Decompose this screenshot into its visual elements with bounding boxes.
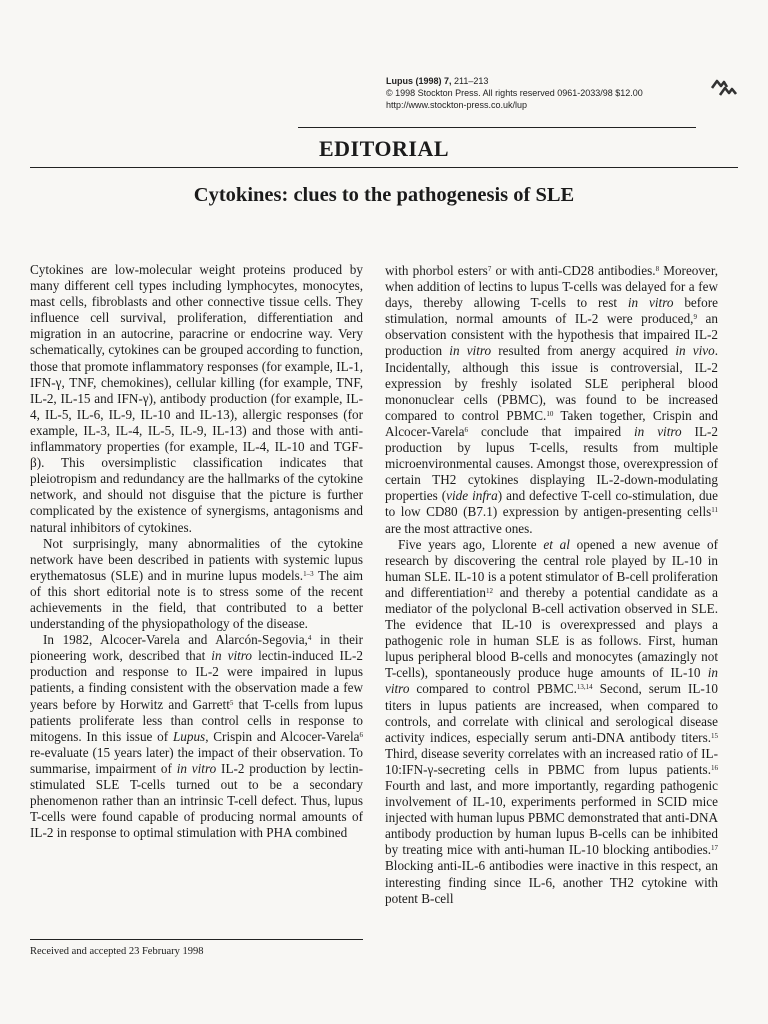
right-paragraph-2: Five years ago, Llorente et al opened a new avenue of research by discovering the central role played by IL-10 in human SLE. IL-10 is a potent stimulator of B-cell proliferation and differentiation$^{12}$ and thereby a potential candidate as a mediator of the polyclonal B-cell activation observed in SLE. The evidence that IL-10 is overexpressed and plays a pathogenic role in human SLE is as follows. First, human lupus peripheral blood B-cells and monocytes (amazingly not T-cells), spontaneously produce huge amounts of IL-10 in vitro compared to control PBMC.$^{13,14}$ Second, serum IL-10 titers in lupus patients are increased, when compared to controls, and correlate with clinical and serological disease activity indices, especially serum anti-DNA antibody titers.$^{15}$ Third, disease severity correlates with an increased ratio of IL-10:IFN-γ-secreting cells in PBMC from lupus patients.$^{16}$ Fourth and last, and more importantly, regarding pathogenic involvement of IL-10, experiments performed in SCID mice injected with human lupus PBMC demonstrated that anti-DNA antibody production by human lupus B-cells can be inhibited by treating mice with anti-human IL-10 blocking antibodies.$^{17}$ Blocking anti-IL-6 antibodies were inactive in this respect, an interesting finding since IL-6, another TH2 cytokine with potent B-cell — [385, 536, 718, 906]
citation-ref: 5 — [229, 698, 234, 707]
citation-ref: 6 — [464, 425, 469, 434]
footnote-rule — [30, 939, 363, 940]
left-paragraph-3: In 1982, Alcocer-Varela and Alarcón-Segovia,$^4$ in their pioneering work, described that in vitro lectin-induced IL-2 production and response to IL-2 were impaired in lupus patients, a finding consistent with the observation made a few years before by Horwitz and Garrett$^5$ that T-cells from lupus patients proliferate less than control cells in response to mitogens. In this issue of Lupus, Crispin and Alcocer-Varela$^6$ re-evaluate (15 years later) the impact of their observation. To summarise, impairment of in vitro IL-2 production by lectin-stimulated SLE T-cells turned out to be a secondary phenomenon rather than an intrinsic T-cell defect. Thus, lupus T-cells were found capable of producing normal amounts of IL-2 in response to optimal stimulation with PHA combined — [30, 632, 363, 841]
citation-ref: 9 — [693, 313, 697, 322]
right-column — [385, 263, 718, 907]
publisher-logo-icon — [711, 79, 737, 97]
journal-name: Lupus (1998) 7, — [386, 76, 452, 86]
citation-ref: 12 — [485, 586, 493, 595]
left-column — [30, 262, 363, 841]
left-paragraph-1: Cytokines are low-molecular weight proteins produced by many different cell types including lymphocytes, monocytes, mast cells, fibroblasts and other connective tissue cells. They influence cell survival, proliferation, differentiation and migration in an autocrine, paracrine or endocrine way. Very schematically, cytokines can be grouped according to function, those that promote inflammatory responses (for example, IL-1, IFN-γ, TNF, chemokines), cellular killing (for example, TNF, IL-2, IL-15 and IFN-γ), antibody production (for example, IL-4, IL-5, IL-6, IL-9, IL-10 and IL-13), allergic responses (for example, IL-3, IL-4, IL-5, IL-9, IL-13) and those with anti-inflammatory properties (for example, IL-4, IL-10 and TGF-β). This oversimplistic classification indicates that pleiotropism and redundancy are the hallmarks of the cytokine network, and should not disguise that the picture is further complicated by the existence of synergisms, antagonisms and natural inhibitors of cytokines. — [30, 262, 363, 535]
citation-ref: 11 — [711, 506, 718, 515]
citation-ref: 6 — [359, 730, 363, 739]
citation-ref: 15 — [711, 731, 718, 740]
article-title: Cytokines: clues to the pathogenesis of SLE — [193, 184, 575, 206]
copyright-line: © 1998 Stockton Press. All rights reserved 0961-2033/98 $12.00 — [386, 88, 643, 98]
rule-top — [298, 127, 696, 128]
journal-url[interactable]: http://www.stockton-press.co.uk/lup — [386, 100, 528, 110]
citation-ref: 8 — [655, 265, 660, 273]
citation-ref: 7 — [487, 265, 492, 273]
page-range: 211–213 — [451, 76, 489, 86]
section-title: EDITORIAL — [318, 136, 450, 161]
rule-under-section — [30, 167, 738, 168]
citation-ref: 17 — [711, 844, 718, 853]
citation-ref: 1–3 — [303, 569, 314, 578]
citation-ref: 10 — [546, 409, 554, 418]
citation-line — [386, 75, 643, 87]
left-paragraph-2: Not surprisingly, many abnormalities of the cytokine network have been described in patients with systemic lupus erythematosus (SLE) and in murine lupus models.$^{1-3}$ The aim of this short editorial note is to stress some of the recent achievements in the field, that contributed to a better understanding of the physiopathology of the disease. — [30, 535, 363, 632]
journal-header — [386, 75, 643, 111]
citation-ref: 13,14 — [576, 683, 593, 692]
right-paragraph-1: with phorbol esters$^7$ or with anti-CD28 antibodies.$^8$ Moreover, when addition of lectins to lupus T-cells was delayed for a few days, thereby allowing T-cells to rest in vitro before stimulation, normal amounts of IL-2 were produced,$^9$ an observation consistent with the hypothesis that impaired IL-2 production in vitro resulted from anergy acquired in vivo. Incidentally, although this issue is controversial, IL-2 expression by freshly isolated SLE peripheral blood mononuclear cells (PBMC), was found to be increased compared to control PBMC.$^{10}$ Taken together, Crispin and Alcocer-Varela$^6$ conclude that impaired in vitro IL-2 production by lupus T-cells, results from multiple microenvironmental causes. Amongst those, overexpression of certain TH2 cytokines displaying IL-2-down-modulating properties (vide infra) and defective T-cell co-stimulation, due to low CD80 (B7.1) expression by antigen-presenting cells$^{11}$ are the most attractive ones. — [385, 263, 719, 536]
citation-ref: 4 — [307, 634, 312, 643]
citation-ref: 16 — [711, 763, 718, 772]
received-date-footnote: Received and accepted 23 February 1998 — [30, 946, 204, 957]
